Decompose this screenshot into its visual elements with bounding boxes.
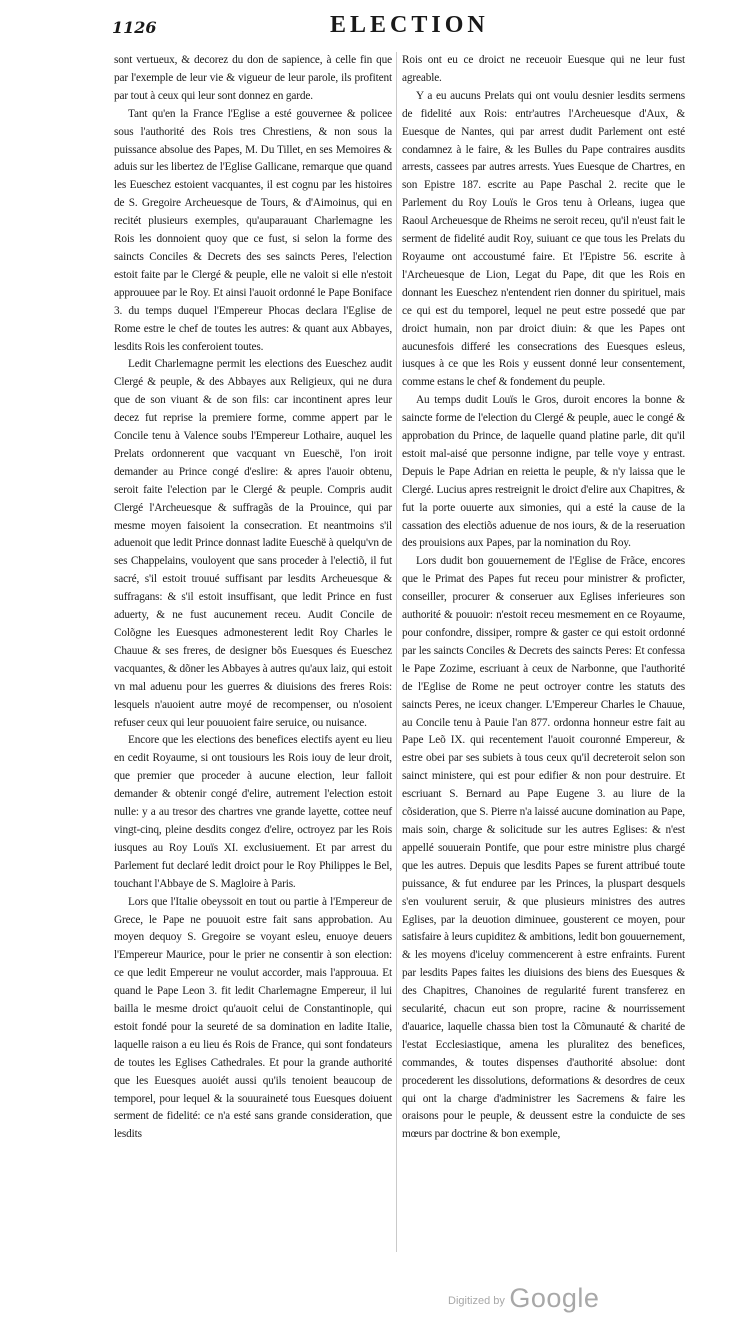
- watermark-brand: Google: [509, 1283, 600, 1313]
- page-number: 1126: [112, 18, 157, 37]
- paragraph: Y a eu aucuns Prelats qui ont voulu desnier lesdits sermens de fidelité aux Rois: entr'autres l'Archeuesque d'Aux, & Euesque de Nantes, qui par arrest dudit Parlement ont esté condamnez à le faire, & les Bulles du Pape contraires ausdits arrests, cassees par autres arrests. Yues Euesque de Chartres, en son Epistre 187. escrite au Pape Paschal 2. recite que le Parlement du Roy Louïs le Gros tenu à Orleans, iugea que Raoul Archeuesque de Rheims ne seroit receu, qu'il n'eust fait le serment de fidelité audit Roy, suiuant ce que tous les Prelats du Royaume ont accoustumé faire. Et l'Epistre 56. escrite à l'Archeuesque de Lion, Legat du Pape, dit que les Rois en donnant les Eueschez n'entendent rien donner du spirituel, mais ce qui est du temporel, lequel ne peut estre possedé que par droict humain, non par droict diuin: & que les Papes ont aucunesfois differé les consecrations des Euesques esleus, iusques à ce que les Rois y eussent donné leur consentement, comme estans le chef & fondement du peuple.: [402, 89, 685, 389]
- left-column: [114, 52, 392, 1144]
- right-column: [402, 52, 685, 1144]
- paragraph: Au temps dudit Louïs le Gros, duroit encores la bonne & saincte forme de l'election du Clergé & peuple, auec le congé & approbation du Prince, de laquelle quand platine parle, dit qu'il estoit mal-aisé que personne indigne, par telle voye y entrast. Depuis le Pape Adrian en reietta le peuple, & n'y laissa que le Clergé. Lucius apres restreignit le droict d'elire aux Chapitres, & fut la porte ouuerte aux simonies, qui a esté la cause de la cassation des electiõs aduenue de nos iours, & de la reseruation des prouisions aux Papes, par la nomination du Roy.: [402, 394, 685, 550]
- paragraph: Encore que les elections des benefices electifs ayent eu lieu en cedit Royaume, si ont tousiours les Rois iouy de leur droit, que premier que proceder à aucune election, leur falloit demander & obtenir congé d'elire, autrement l'election estoit nulle: y a au tresor des chartres vne grande layette, cottee neuf vingt-cinq, pleine desdits congez d'elire, octroyez par les Rois iusques au Roy Louïs XI. exclusiuement. Et par arrest du Parlement fut declaré ledit droict pour le Roy Philippes le Bel, touchant l'Abbaye de S. Magloire à Paris.: [114, 734, 392, 890]
- running-head: ELECTION: [330, 12, 489, 38]
- paragraph: Ledit Charlemagne permit les elections des Eueschez audit Clergé & peuple, & des Abbayes aux Religieux, qui ne dura que de son viuant & de son fils: car incontinent apres leur decez fut reprise la premiere forme, comme appert par le Concile tenu à Valence soubs l'Empereur Lothaire, auquel les Prelats ordonnerent que vacquant vn Eueschë, l'on iroit demander au Prince congé d'eslire: & apres l'auoir obtenu, seroit faite l'election par le Clergé & peuple. Compris audit Clergé l'Archeuesque & suffragãs de la Prouince, qui par mesme moyen faisoient la consecration. Et neantmoins s'il aduenoit que ledit Prince donnast ladite Eueschë à quelqu'vn de ses Chappelains, vouloyent que sans proceder à l'electiõ, il fut sacré, s'il estoit trouué suffisant par lesdits Archeuesque & suffragans: & s'il estoit insuffisant, que ledit Prince en fust aduerty, & ne fust aucunement receu. Audit Concile de Colõgne les Euesques admonesterent ledit Roy Charles le Chauue & ses freres, de designer bõs Euesques és Eueschez vacquantes, & dõner les Abbayes à autres qu'aux laiz, qui estoit vn mal aduenu pour les guerres & diuisions des freres Rois: lesquels n'auoient autre moyé de recompenser, ou n'osoient refuser ceux qui leur pouuoient faire seruice, ou nuisance.: [114, 358, 392, 729]
- paragraph: Tant qu'en la France l'Eglise a esté gouvernee & policee sous l'authorité des Rois tres Chrestiens, & non sous la puissance absolue des Papes, M. Du Tillet, en ses Memoires & aduis sur les libertez de l'Eglise Gallicane, remarque que quand les Eueschez estoient vacquantes, il est cognu par les histoires de S. Gregoire Archeuesque de Tours, & d'Aimoinus, qui en recitét plusieurs exemples, qu'auparauant Charlemagne les Rois les donnoient quoy que ce fust, si selon la forme des saincts Conciles & Decrets des ses saincts Peres, l'election estoit faite par le Clergé & peuple, elle ne valoit si elle n'estoit approuuee par le Roy. Et ainsi l'auoit ordonné le Pape Boniface 3. du temps duquel l'Empereur Phocas declara l'Eglise de Rome estre le chef de toutes les autres: & quant aux Abbayes, lesdits Rois les conferoient toutes.: [114, 107, 392, 353]
- paragraph: Lors que l'Italie obeyssoit en tout ou partie à l'Empereur de Grece, le Pape ne pouuoit estre fait sans approbation. Au moyen dequoy S. Gregoire se voyant esleu, enuoye deuers l'Empereur Maurice, pour le prier ne consentir à son election: ce que ledit Empereur ne voulut accorder, mais l'approuua. Et quand le Pape Leon 3. fit ledit Charlemagne Empereur, il lui bailla le mesme droict qu'auoit celui de Constantinople, qui estoit fondé pour la seureté de sa domination en ladite Italie, laquelle raison a eu lieu és Rois de France, qui sont fondateurs de toutes les Eglises Cathedrales. Et pour la grande authorité que les Euesques auoiét aussi qu'ils tenoient beaucoup de temporel, pour lequel & la souuraineté tous Euesques doiuent serment de fidelité: ce n'a esté sans grande consideration, que lesdits: [114, 895, 392, 1141]
- column-divider: [396, 52, 397, 1252]
- paragraph: Lors dudit bon gouuernement de l'Eglise de Frãce, encores que le Primat des Papes fut receu pour ministrer & proficter, conseiller, procurer & conseruer aux Eglises inferieures son authorité & pouuoir: n'estoit receu mesmement en ce Royaume, pour confondre, dissiper, rompre & gaster ce qui estoit ordonné par les saincts Conciles & Decrets des saincts Peres: Et confessa le Pape Zozime, escriuant à ceux de Narbonne, que l'authorité de l'Eglise de Rome ne peut octroyer contre les statuts des saincts Peres, ne iceux changer. L'Empereur Charles le Chauue, au Concile tenu à Pauie l'an 877. ordonna honneur estre fait au Pape Leõ IX. qui recentement l'auoit couronné Empereur, & estre obei par ses subiets à tous ceux qu'il decreteroit selon son sainct ministere, qui est pour edifier & non pour destruire. Et escriuant S. Bernard au Pape Eugene 3. au liure de la cõsideration, que S. Pierre n'a laissé aucune domination au Pape, mais soin, charge & solicitude sur les autres Eglises: & n'est appellé souuerain Pontife, que pour estre ministre plus chargé que les autres. Depuis que lesdits Papes se furent attribué toute puissance, & fut enduree par les Princes, la pluspart desquels s'en voulurent seruir, & que plusieurs ministres des autres Eglises, par la deuotion diminuee, gousterent ce moyen, pour satisfaire à leurs cupiditez & ambitions, ledit bon gouuernement, & les moyens d'iceluy commencerent à estre enfraints. Furent par lesdits Papes faites les diuisions des biens des Euesques & des Chapitres, Chanoines de regularité furent transferez en secularité, chacun eut son propre, racine & nourrissement d'auarice, laquelle chassa bien tost la Cõmunauté & charité de l'estat Ecclesiastique, amena les pluralitez des benefices, commandes, & toutes dispenses d'authorité absolue: dont procederent les dissolutions, deformations & desordres de ceux qui ont la charge d'administrer les Sacremens & faire les oraisons pour le peuple, & deussent estre la conduicte de ses mœurs par doctrine & bon exemple,: [402, 555, 685, 1141]
- watermark-prefix: Digitized by: [448, 1295, 505, 1307]
- digitized-watermark: [448, 1283, 599, 1314]
- paragraph: sont vertueux, & decorez du don de sapience, à celle fin que par l'exemple de leur vie & vigueur de leur parole, ils profitent par tout à ceux qui leur sont donnez en garde.: [114, 54, 392, 102]
- paragraph: Rois ont eu ce droict ne receuoir Euesque qui ne leur fust agreable.: [402, 54, 685, 84]
